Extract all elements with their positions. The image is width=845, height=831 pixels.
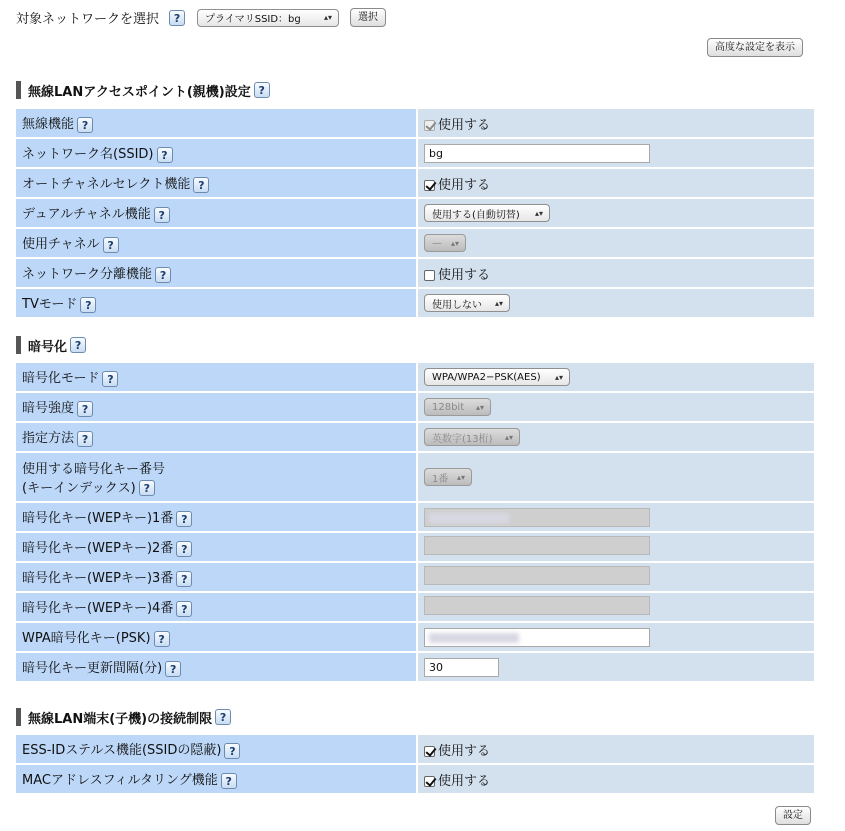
- help-icon[interactable]: ?: [154, 207, 170, 223]
- updown-arrow-icon: ▴▾: [534, 208, 543, 218]
- select-value: 1番: [432, 473, 449, 485]
- row-label: MACアドレスフィルタリング機能: [22, 773, 218, 789]
- help-icon[interactable]: ?: [176, 601, 192, 617]
- network-select[interactable]: [197, 9, 339, 27]
- checkbox-label: 使用する: [438, 773, 491, 789]
- target-network-bar: [16, 8, 386, 27]
- select-value: 英数字(13桁): [432, 433, 493, 445]
- key-index-select[interactable]: [424, 468, 472, 486]
- checkbox-label: 使用する: [438, 177, 491, 193]
- row-label: 暗号化キー(WEPキー)1番: [22, 511, 174, 527]
- submit-button[interactable]: 設定: [775, 806, 811, 825]
- help-icon[interactable]: ?: [224, 743, 240, 759]
- wep-key-3-input[interactable]: [424, 566, 650, 585]
- psk-input[interactable]: [424, 628, 650, 647]
- section-ap-title: 無線LANアクセスポイント(親機)設定: [28, 84, 251, 100]
- row-tv-mode: [16, 289, 814, 317]
- updown-arrow-icon: ▴▾: [475, 402, 484, 412]
- auto-channel-checkbox[interactable]: [424, 180, 435, 191]
- help-icon[interactable]: ?: [221, 773, 237, 789]
- row-label: 暗号強度: [22, 401, 75, 417]
- help-icon[interactable]: ?: [193, 177, 209, 193]
- wireless-checkbox[interactable]: [424, 120, 435, 131]
- wep-key-1-input[interactable]: [424, 508, 650, 527]
- masked-key: [429, 633, 519, 643]
- row-psk: [16, 623, 814, 651]
- mac-filter-checkbox[interactable]: [424, 776, 435, 787]
- help-icon[interactable]: ?: [155, 267, 171, 283]
- row-label: 指定方法: [22, 431, 75, 447]
- row-label: 暗号化キー(WEPキー)2番: [22, 541, 174, 557]
- row-mac-filter: [16, 765, 814, 793]
- help-icon[interactable]: ?: [103, 237, 119, 253]
- select-value: 使用する(自動切替): [432, 209, 520, 221]
- encryption-mode-select[interactable]: [424, 368, 570, 386]
- row-label: 無線機能: [22, 117, 75, 133]
- help-icon[interactable]: ?: [80, 297, 96, 313]
- help-icon[interactable]: ?: [176, 511, 192, 527]
- help-icon[interactable]: ?: [102, 371, 118, 387]
- updown-arrow-icon: ▴▾: [450, 238, 459, 248]
- row-auto-channel: [16, 169, 814, 197]
- help-icon[interactable]: ?: [215, 709, 231, 725]
- wep-key-4-input[interactable]: [424, 596, 650, 615]
- help-icon[interactable]: ?: [77, 431, 93, 447]
- row-label: 暗号化キー(WEPキー)3番: [22, 571, 174, 587]
- select-value: 使用しない: [432, 299, 482, 311]
- row-label: 暗号化モード: [22, 371, 100, 387]
- row-label: オートチャネルセレクト機能: [22, 177, 191, 193]
- row-label: TVモード: [22, 297, 78, 313]
- row-channel: [16, 229, 814, 257]
- row-label: ESS-IDステルス機能(SSIDの隠蔽): [22, 743, 222, 759]
- checkbox-label: 使用する: [438, 117, 491, 133]
- help-icon[interactable]: ?: [169, 10, 185, 26]
- row-ssid: [16, 139, 814, 167]
- help-icon[interactable]: ?: [77, 401, 93, 417]
- row-dual-channel: [16, 199, 814, 227]
- stealth-checkbox[interactable]: [424, 746, 435, 757]
- network-select-value: プライマリSSID：bg: [205, 14, 301, 25]
- row-label: ネットワーク名(SSID): [22, 147, 154, 163]
- row-label: ネットワーク分離機能: [22, 267, 153, 283]
- row-label: 暗号化キー(WEPキー)4番: [22, 601, 174, 617]
- updown-arrow-icon: ▴▾: [554, 372, 563, 382]
- select-button[interactable]: 選択: [350, 8, 386, 27]
- target-network-label: 対象ネットワークを選択: [16, 12, 160, 27]
- row-label: WPA暗号化キー(PSK): [22, 631, 151, 647]
- section-client-heading: [16, 708, 231, 726]
- updown-arrow-icon: ▴▾: [323, 13, 333, 22]
- checkbox-label: 使用する: [438, 267, 491, 283]
- section-client: [16, 733, 814, 795]
- show-advanced-button[interactable]: 高度な設定を表示: [707, 38, 803, 57]
- interval-input[interactable]: 30: [424, 658, 499, 677]
- channel-select[interactable]: [424, 234, 466, 252]
- row-strength: [16, 393, 814, 421]
- row-wep1: [16, 503, 814, 531]
- select-value: 128bit: [432, 401, 465, 413]
- row-interval: [16, 653, 814, 681]
- help-icon[interactable]: ?: [139, 480, 155, 496]
- wep-key-2-input[interactable]: [424, 536, 650, 555]
- row-wep3: [16, 563, 814, 591]
- row-method: [16, 423, 814, 451]
- help-icon[interactable]: ?: [176, 541, 192, 557]
- row-key-index: [16, 453, 814, 501]
- row-encryption-mode: [16, 363, 814, 391]
- masked-key: [429, 513, 509, 523]
- strength-select[interactable]: [424, 398, 491, 416]
- row-label: 使用チャネル: [22, 237, 100, 253]
- method-select[interactable]: [424, 428, 520, 446]
- row-wireless: [16, 109, 814, 137]
- tv-mode-select[interactable]: [424, 294, 510, 312]
- row-label: デュアルチャネル機能: [22, 207, 151, 223]
- row-label: 暗号化キー更新間隔(分): [22, 661, 163, 677]
- row-label: (キーインデックス): [22, 480, 136, 496]
- dual-channel-select[interactable]: [424, 204, 550, 222]
- row-wep4: [16, 593, 814, 621]
- section-client-title: 無線LAN端末(子機)の接続制限: [28, 711, 213, 727]
- select-value: —: [432, 237, 442, 249]
- select-value: WPA/WPA2−PSK(AES): [432, 371, 541, 383]
- updown-arrow-icon: ▴▾: [494, 298, 503, 308]
- help-icon[interactable]: ?: [77, 117, 93, 133]
- row-label: 使用する暗号化キー番号: [22, 461, 166, 477]
- updown-arrow-icon: ▴▾: [456, 472, 465, 482]
- isolation-checkbox[interactable]: [424, 270, 435, 281]
- section-ap: [16, 107, 814, 319]
- help-icon[interactable]: ?: [176, 571, 192, 587]
- row-isolation: [16, 259, 814, 287]
- help-icon[interactable]: ?: [165, 661, 181, 677]
- ssid-input[interactable]: bg: [424, 144, 650, 163]
- help-icon[interactable]: ?: [70, 337, 86, 353]
- checkbox-label: 使用する: [438, 743, 491, 759]
- help-icon[interactable]: ?: [157, 147, 173, 163]
- row-wep2: [16, 533, 814, 561]
- section-ap-heading: [16, 81, 270, 99]
- updown-arrow-icon: ▴▾: [504, 432, 513, 442]
- help-icon[interactable]: ?: [154, 631, 170, 647]
- row-stealth: [16, 735, 814, 763]
- section-encryption-title: 暗号化: [28, 339, 68, 355]
- section-encryption-heading: [16, 336, 86, 354]
- help-icon[interactable]: ?: [254, 82, 270, 98]
- section-encryption: [16, 361, 814, 683]
